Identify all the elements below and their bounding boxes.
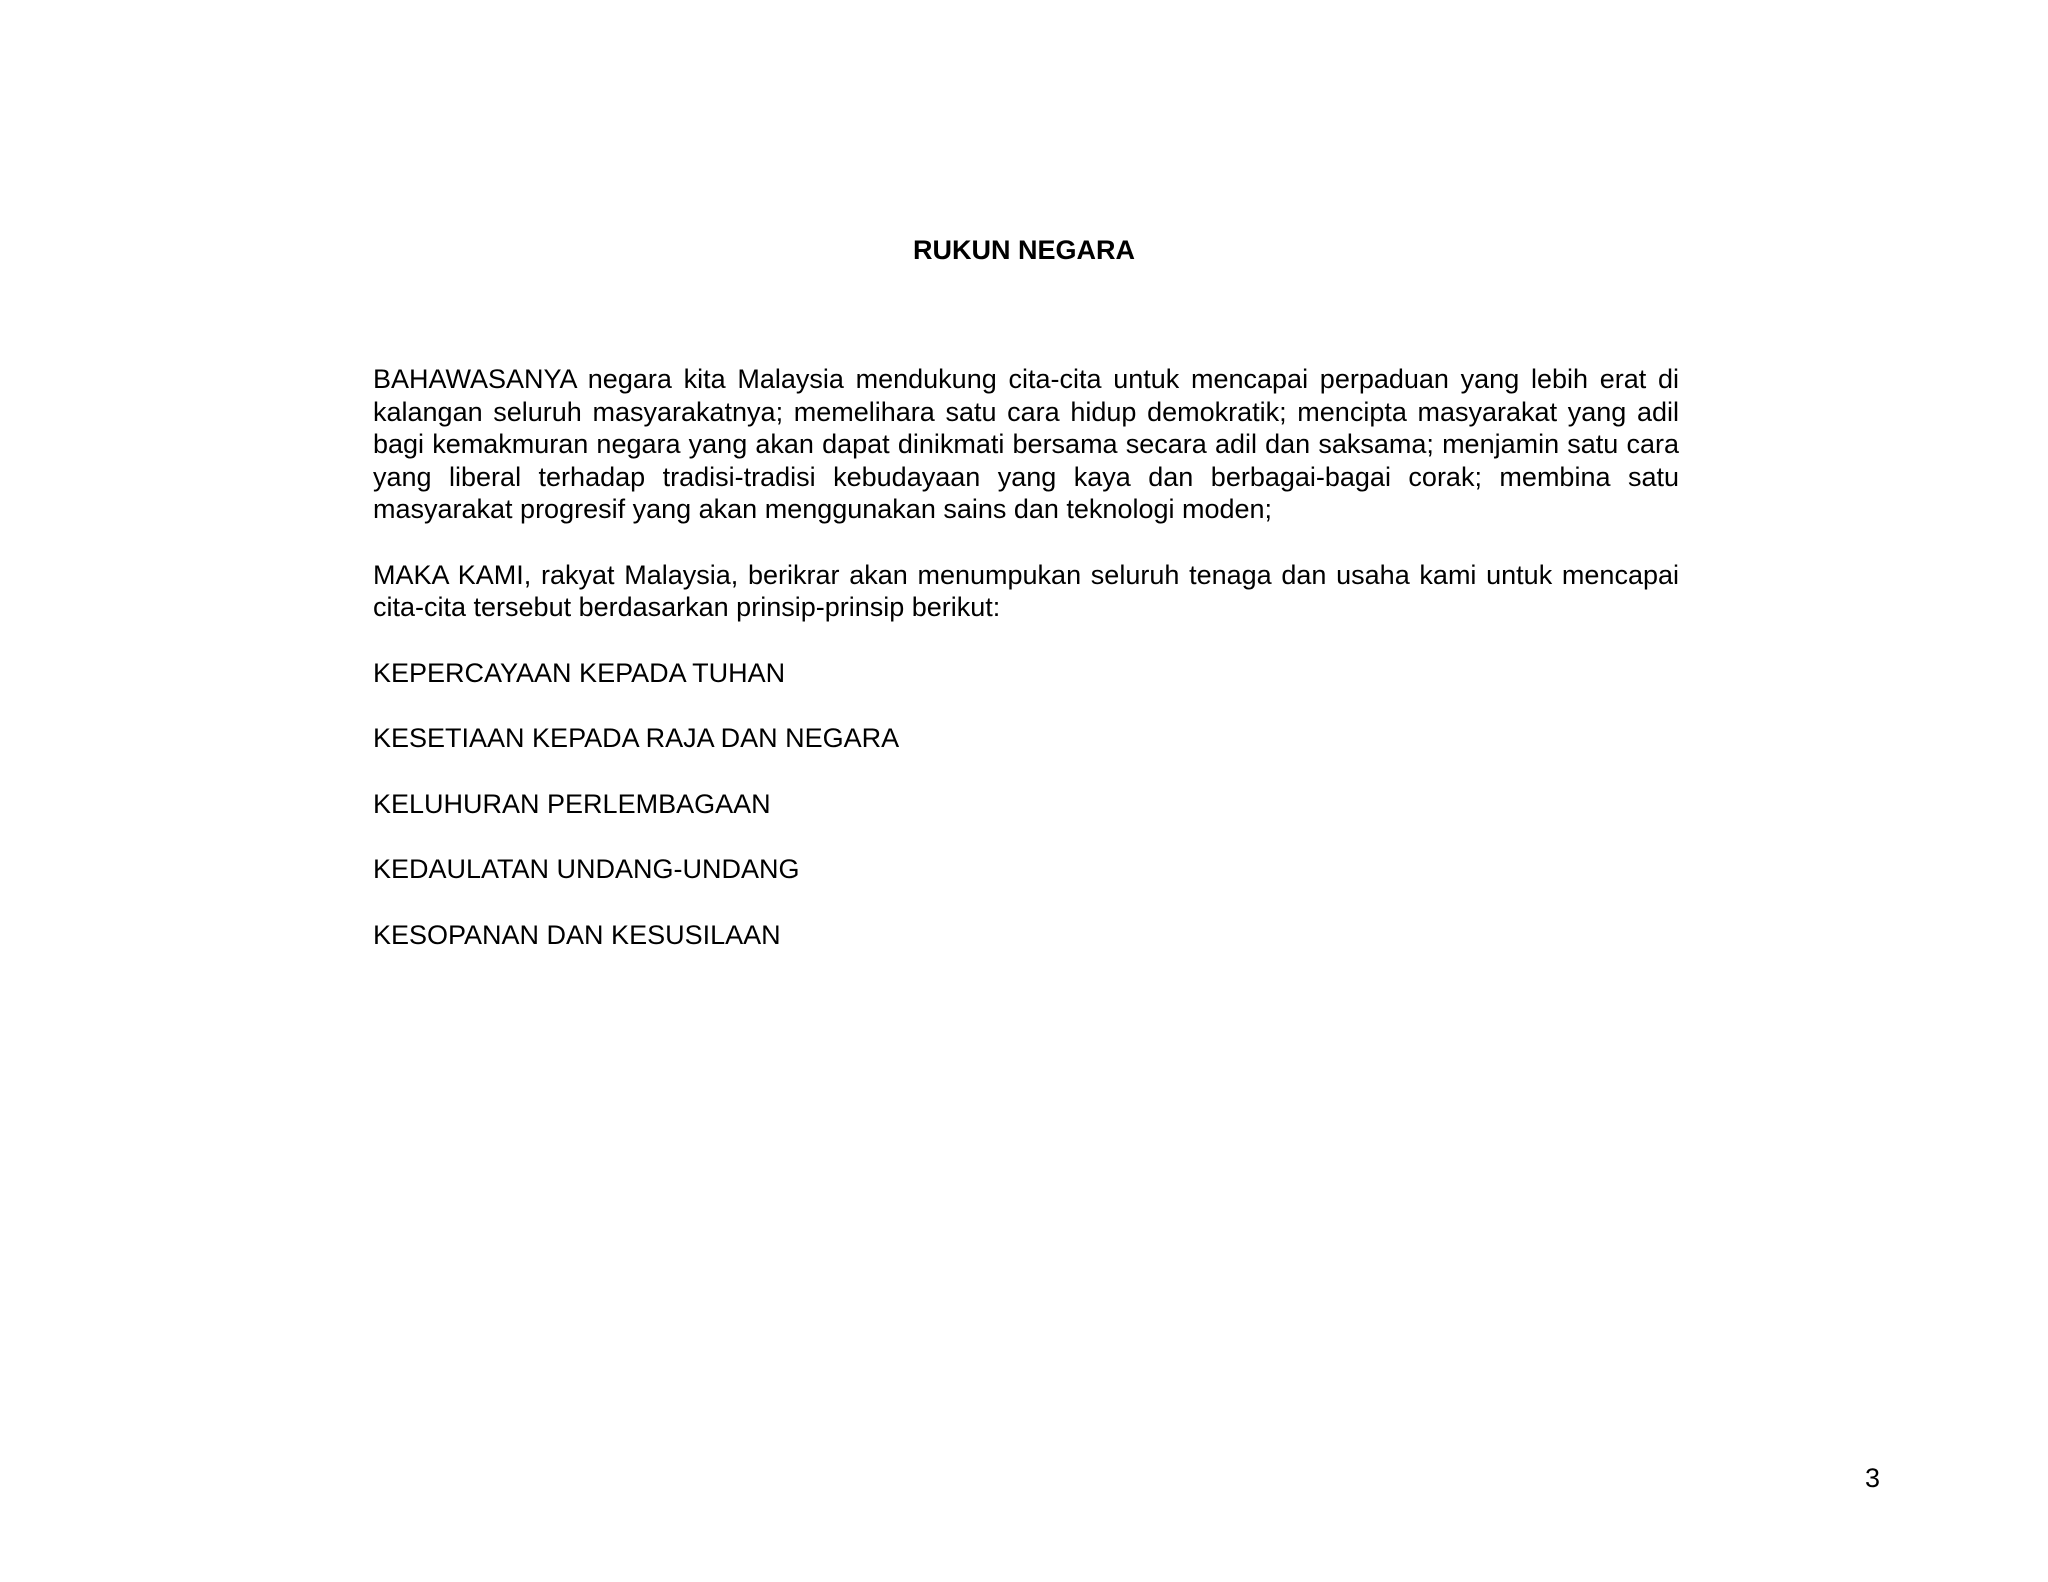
principle-item: KESETIAAN KEPADA RAJA DAN NEGARA [373,723,900,753]
page-title: RUKUN NEGARA [913,235,1135,265]
page-number: 3 [1864,1463,1880,1493]
principle-item: KEPERCAYAAN KEPADA TUHAN [373,657,786,688]
principle-item: KELUHURAN PERLEMBAGAAN [373,788,771,819]
paragraph-bahawasanya: BAHAWASANYA negara kita Malaysia mendukung cita-cita untuk mencapai perpaduan yang lebih erat di kalangan seluruh masyarakatnya; memelihara satu cara hidup demokratik; mencipta masyarakat yang adil bagi kemakmuran negara yang akan dapat dinikmati bersama secara adil dan saksama; menjamin satu cara yang liberal terhadap tradisi-tradisi kebudayaan yang kaya dan berbagai-bagai corak; membina satu masyarakat progresif yang akan menggunakan sains dan teknologi moden; [373,364,1679,524]
principle-item: KEDAULATAN UNDANG-UNDANG [373,854,800,884]
document-body [373,363,1679,984]
paragraph-maka-kami: MAKA KAMI, rakyat Malaysia, berikrar akan menumpukan seluruh tenaga dan usaha kami untuk mencapai cita-cita tersebut berdasarkan prinsip-prinsip berikut: [373,559,1679,622]
principles-list [373,657,1679,952]
principle-item: KESOPANAN DAN KESUSILAAN [373,919,781,950]
